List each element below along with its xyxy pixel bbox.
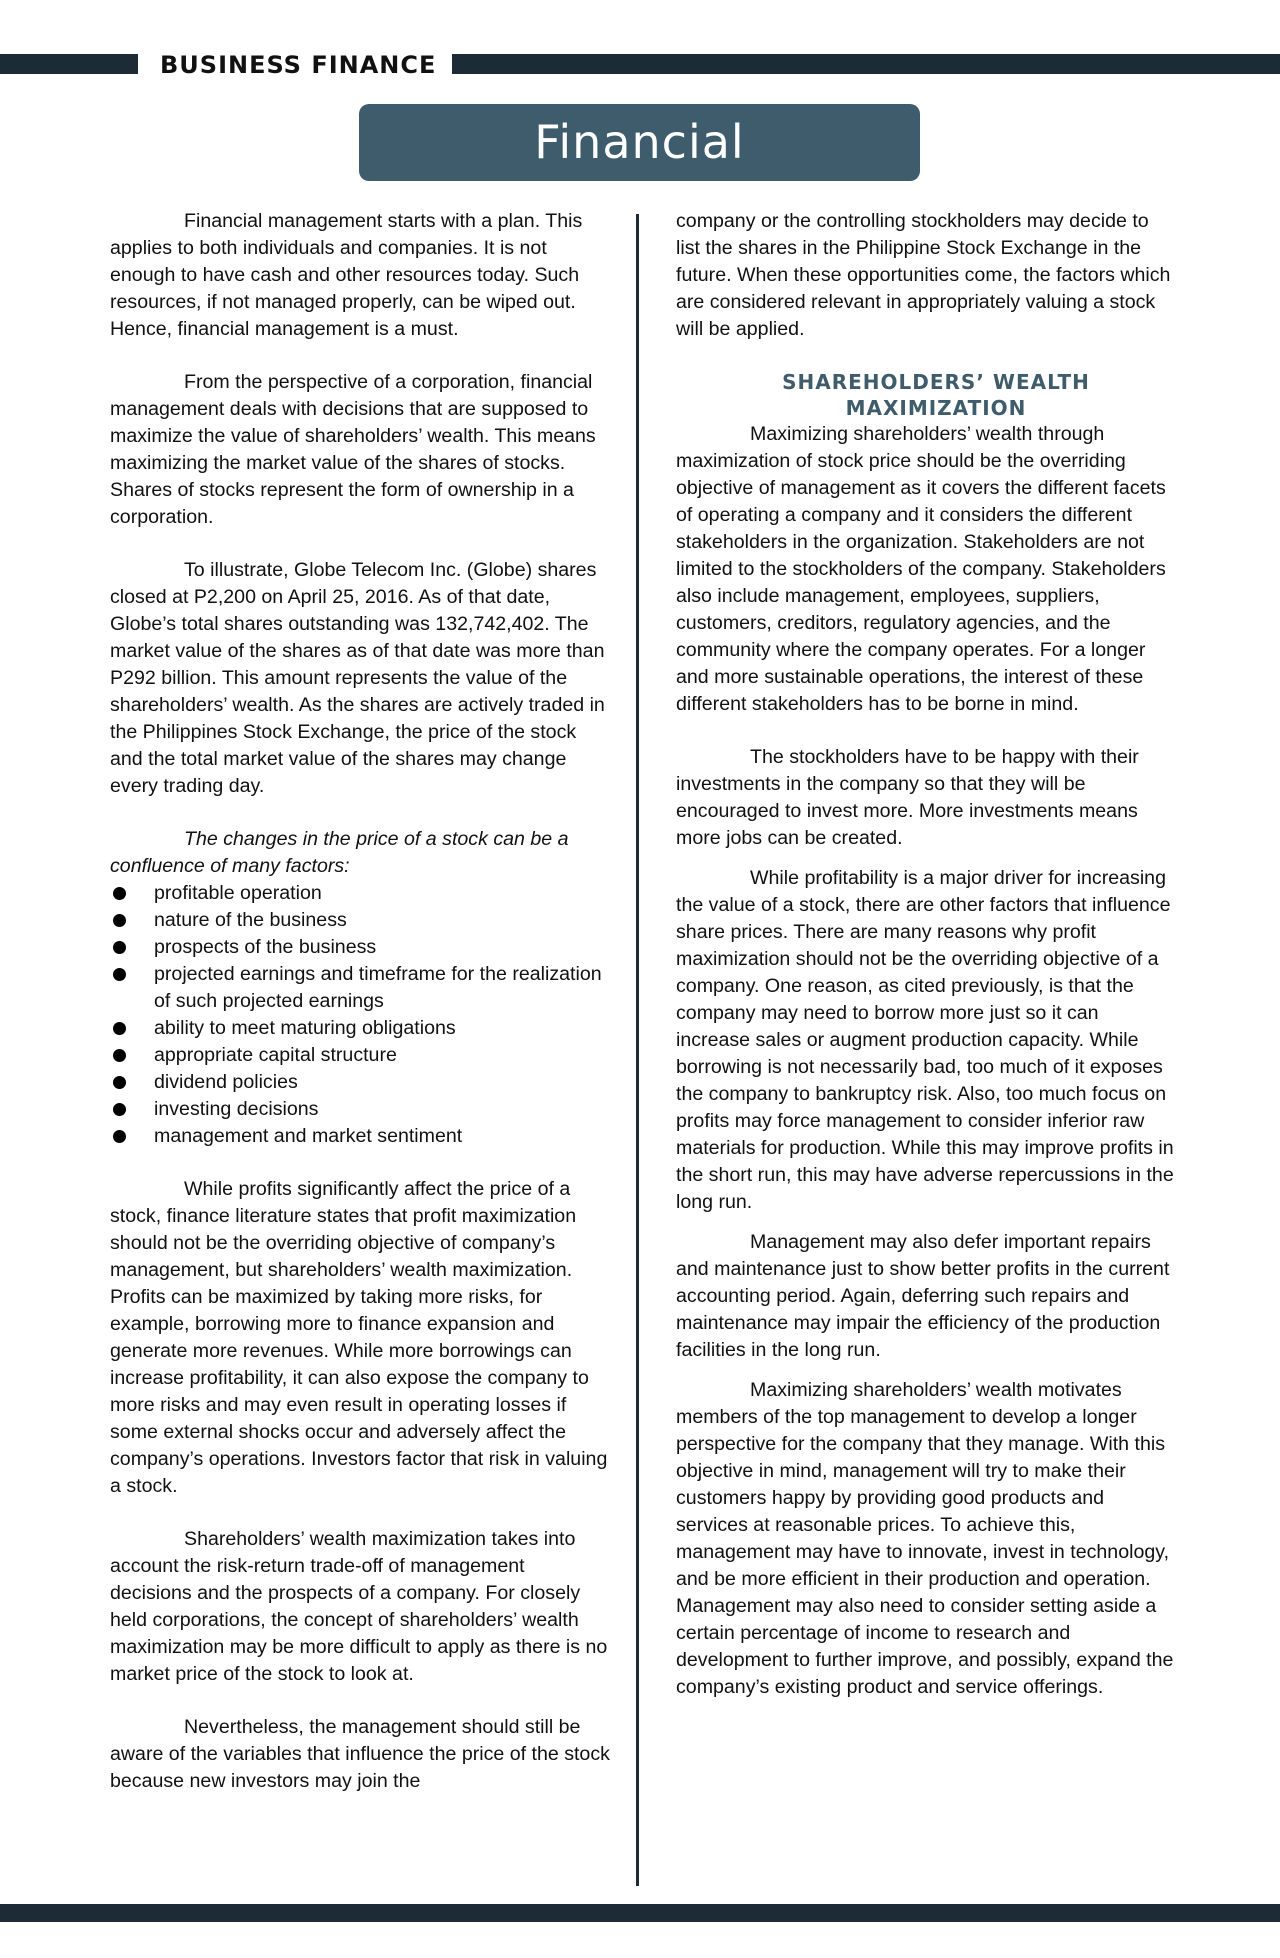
paragraph: company or the controlling stockholders may decide to list the shares in the Philippine Stock Exchange in the future. When these opportunities come, the factors which are considered relevant in appropriately valuing a stock will be applied. [676, 210, 1171, 340]
column-divider [636, 214, 639, 1886]
factor-item: investing decisions [110, 1096, 610, 1123]
paragraph: The stockholders have to be happy with their investments in the company so that they will be encouraged to invest more. More investments means more jobs can be created. [676, 746, 1139, 849]
header-bar-left [0, 54, 138, 74]
section-heading-line-2: MAXIMIZATION [845, 396, 1027, 420]
factor-item: nature of the business [110, 907, 610, 934]
paragraph: While profits significantly affect the price of a stock, finance literature states that profit maximization should not be the overriding objective of company’s management, but shareholders’ wealth maximization. Profits can be maximized by taking more risks, for example, borrowing more to finance expansion and generate more revenues. While more borrowings can increase profitability, it can also expose the company to more risks and may even result in operating losses if some external shocks occur and adversely affect the company’s operations. Investors factor that risk in valuing a stock. [110, 1178, 608, 1497]
factors-list [110, 880, 610, 1150]
section-heading-line-1: SHAREHOLDERS’ WEALTH [782, 370, 1090, 394]
header-bar-right [452, 54, 1280, 74]
paragraph: To illustrate, Globe Telecom Inc. (Globe) shares closed at P2,200 on April 25, 2016. As of that date, Globe’s total shares outstanding was 132,742,402. The market value of the shares as of that date was more than P292 billion. This amount represents the value of the shareholders’ wealth. As the shares are actively traded in the Philippines Stock Exchange, the price of the stock and the total market value of the shares may change every trading day. [110, 559, 605, 797]
left-column [110, 208, 610, 1821]
footer-bar [0, 1904, 1280, 1922]
factor-item: profitable operation [110, 880, 610, 907]
paragraph: Nevertheless, the management should still be aware of the variables that influence the price of the stock because new investors may join the [110, 1716, 610, 1792]
factor-item: appropriate capital structure [110, 1042, 610, 1069]
factor-item: projected earnings and timeframe for the realization of such projected earnings [110, 961, 610, 1015]
page-header-title: BUSINESS FINANCE [160, 51, 437, 79]
factors-intro: The changes in the price of a stock can be a confluence of many factors: [110, 828, 569, 877]
section-banner: Financial [359, 104, 920, 181]
section-heading [676, 369, 1176, 421]
paragraph: From the perspective of a corporation, financial management deals with decisions that are supposed to maximize the value of shareholders’ wealth. This means maximizing the market value of the shares of stocks. Shares of stocks represent the form of ownership in a corporation. [110, 371, 596, 528]
paragraph: Maximizing shareholders’ wealth motivates members of the top management to develop a longer perspective for the company that they manage. With this objective in mind, management will try to make their customers happy by providing good products and services at reasonable prices. To achieve this, management may have to innovate, invest in technology, and be more efficient in their production and operation. Management may also need to consider setting aside a certain percentage of income to research and development to further improve, and possibly, expand the company’s existing product and service offerings. [676, 1379, 1174, 1698]
factor-item: prospects of the business [110, 934, 610, 961]
paragraph: Shareholders’ wealth maximization takes into account the risk-return trade-off of management decisions and the prospects of a company. For closely held corporations, the concept of shareholders’ wealth maximization may be more difficult to apply as there is no market price of the stock to look at. [110, 1528, 608, 1685]
factor-item: management and market sentiment [110, 1123, 610, 1150]
paragraph: Financial management starts with a plan. This applies to both individuals and companies. It is not enough to have cash and other resources today. Such resources, if not managed properly, can be wiped out. Hence, financial management is a must. [110, 210, 583, 340]
paragraph: While profitability is a major driver for increasing the value of a stock, there are other factors that influence share prices. There are many reasons why profit maximization should not be the overriding objective of a company. One reason, as cited previously, is that the company may need to borrow more just so it can increase sales or augment production capacity. While borrowing is not necessarily bad, too much of it exposes the company to bankruptcy risk. Also, too much focus on profits may force management to consider inferior raw materials for production. While this may improve profits in the short run, this may have adverse repercussions in the long run. [676, 867, 1174, 1213]
paragraph: Management may also defer important repairs and maintenance just to show better profits in the current accounting period. Again, deferring such repairs and maintenance may impair the efficiency of the production facilities in the long run. [676, 1231, 1170, 1361]
factor-item: dividend policies [110, 1069, 610, 1096]
paragraph: Maximizing shareholders’ wealth through maximization of stock price should be the overriding objective of management as it covers the different facets of operating a company and it considers the different stakeholders in the organization. Stakeholders are not limited to the stockholders of the company. Stakeholders also include management, employees, suppliers, customers, creditors, regulatory agencies, and the community where the company operates. For a longer and more sustainable operations, the interest of these different stakeholders has to be borne in mind. [676, 423, 1166, 715]
factor-item: ability to meet maturing obligations [110, 1015, 610, 1042]
right-column [676, 208, 1176, 1727]
